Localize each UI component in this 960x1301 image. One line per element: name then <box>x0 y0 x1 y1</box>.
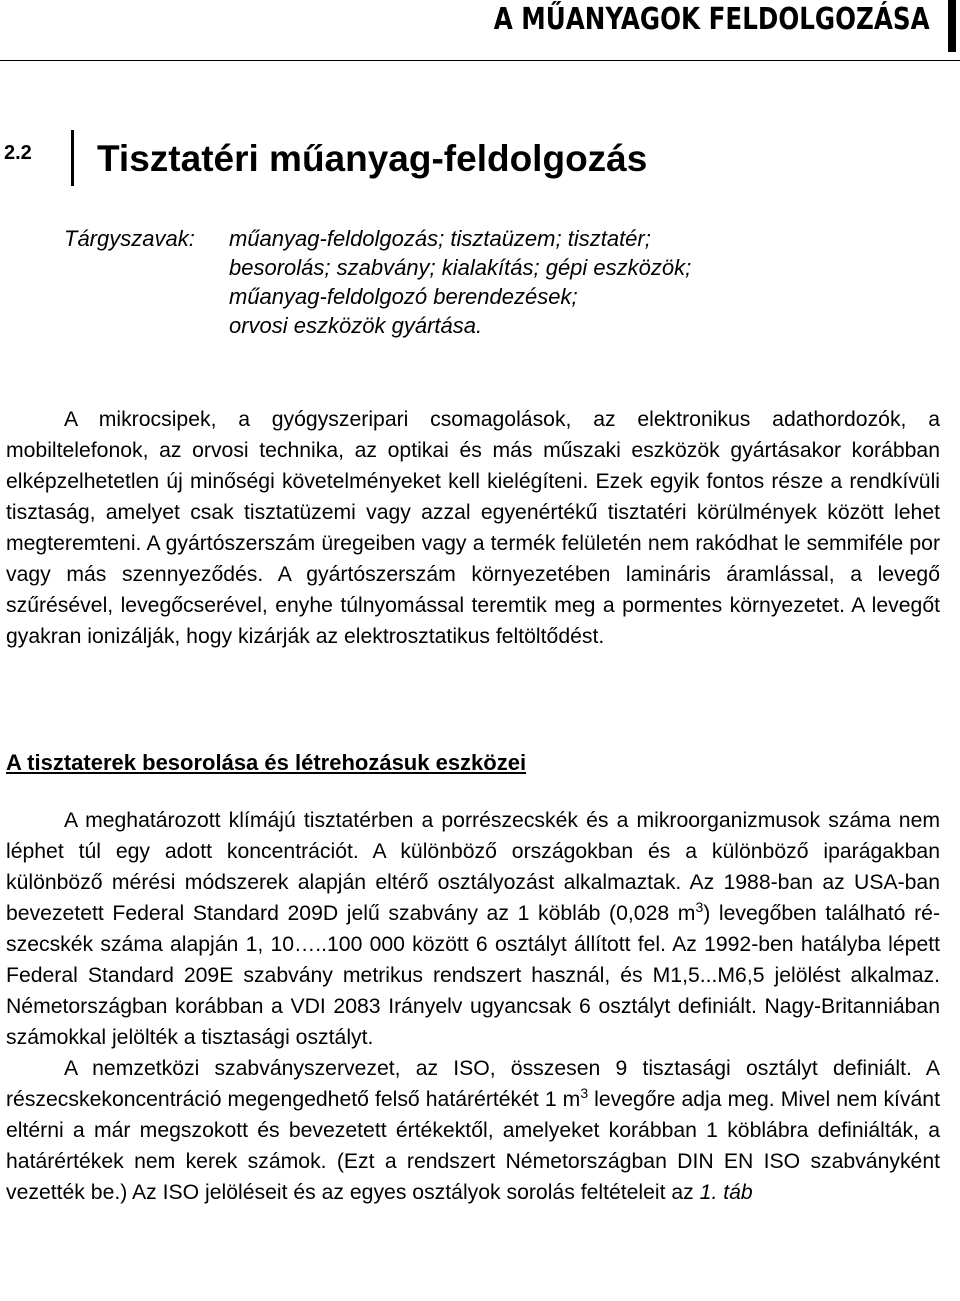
section-number: 2.2 <box>4 142 32 164</box>
header-bar <box>948 0 956 52</box>
table-reference: 1. táb <box>699 1181 753 1204</box>
keywords-line: műanyag-feldolgozás; tisztaüzem; tisztatér; <box>229 226 651 251</box>
paragraph-text: ) levegőben található részecskék száma alapján 1, 10…..100 000 között 6 osztályt állított fel. Az 1992-ben hatályba lépett Federal Standard 209E szabvány metrikus rendszert használ, és M1,5...M6,5 jelölést alkalmaz. Németországban korábban a VDI 2083 Irányelv ugyancsak 6 osztályt definiált. Nagy-Britanniában számokkal jelölték a tisztasági osztályt. <box>6 902 940 1049</box>
running-header-title: A MŰANYAGOK FELDOLGOZÁSA <box>494 2 930 37</box>
section-heading <box>0 130 960 190</box>
paragraph-text: A meghatározott klímájú tisztatérben a porrészecskék és a mikroorganizmusok száma nem léphet túl egy adott koncentrációt. A különböző országokban és a különböző iparágakban különböző mérési módszerek alapján eltérő osztályozást alkalmaztak. Az 1988-ban az USA-ban bevezetett Federal Standard 209D jelű szabvány az 1 köbláb (0,028 m <box>6 809 940 925</box>
paragraph-text: A nemzetközi szabványszervezet, az ISO, összesen 9 tisztasági osztályt definiált. A részecskekoncentráció megengedhető felső határértékét 1 m <box>6 1057 940 1111</box>
superscript: 3 <box>580 1084 589 1101</box>
paragraph-iso <box>6 1053 940 1208</box>
section-separator <box>71 130 74 186</box>
main-section <box>6 805 940 1208</box>
paragraph-classification <box>6 805 940 1053</box>
subheading: A tisztaterek besorolása és létrehozásuk eszközei <box>6 750 527 775</box>
keywords-line: műanyag-feldolgozó berendezések; <box>229 284 578 309</box>
paragraph-text: levegőre adja meg. Mivel nem kívánt eltérni a már megszokott és bevezetett értékektől, amelyeket korábban 1 köblábra definiálták, a határértékek nem kerek számok. (Ezt a rendszert Németországban DIN EN ISO szabványként vezették be.) Az ISO jelöléseit és az egyes osztályok sorolás feltételeit az <box>6 1088 940 1204</box>
keywords-lines <box>229 224 691 340</box>
keywords-line: orvosi eszközök gyártása. <box>229 313 483 338</box>
keywords-line: besorolás; szabvány; kialakítás; gépi eszközök; <box>229 255 692 280</box>
superscript: 3 <box>695 898 704 915</box>
intro-section <box>6 404 940 652</box>
keywords-label: Tárgyszavak: <box>64 226 195 251</box>
section-title: Tisztatéri műanyag-feldolgozás <box>97 138 648 179</box>
intro-paragraph: A mikrocsipek, a gyógyszeripari csomagolások, az elektronikus adathordozók, a mobiltelefonok, az orvosi technika, az optikai és más műszaki eszközök gyártásakor korábban elképzelhetetlen új minőségi követelményeket kell kielégíteni. Ezek egyik fontos része a rendkívüli tisztaság, amelyet csak tisztatüzemi vagy azzal egyenértékű tisztatéri körülmények között lehet megteremteni. A gyártószerszám üregeiben vagy a termék felületén nem rakódhat le semmiféle por vagy más szennyeződés. A gyártószerszám környezetében lamináris áramlással, a levegő szűrésével, levegőcserével, enyhe túlnyomással teremtik meg a pormentes környezetet. A levegőt gyakran ionizálják, hogy kizárják az elektrosztatikus feltöltődést. <box>6 408 940 648</box>
header-rule <box>0 60 960 61</box>
running-header <box>0 0 960 62</box>
